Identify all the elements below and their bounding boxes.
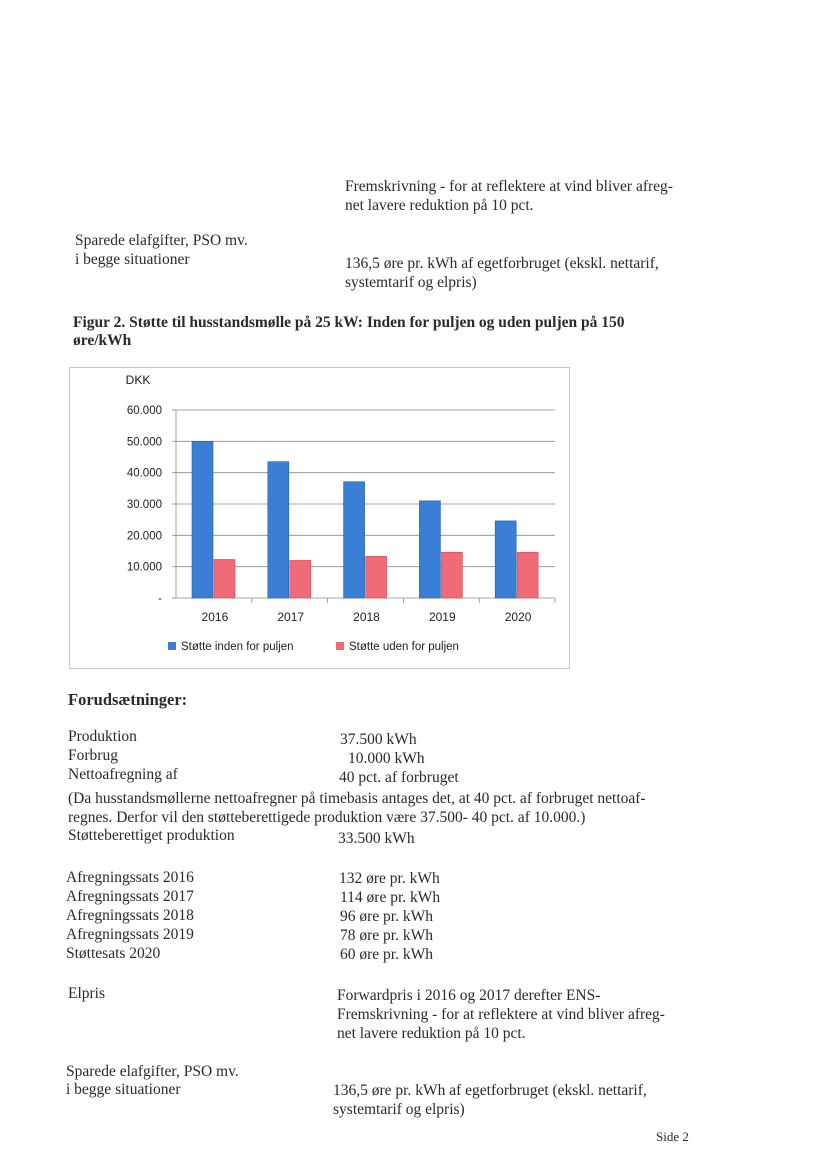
- bar: [517, 552, 538, 598]
- produktion-value: 37.500 kWh: [340, 731, 417, 748]
- sparede-value-line-1: 136,5 øre pr. kWh af egetforbruget (ekskl. nettarif,: [345, 255, 659, 272]
- bar-chart: [70, 368, 569, 668]
- page-number: Side 2: [656, 1129, 689, 1144]
- sats-value: 132 øre pr. kWh: [339, 870, 440, 887]
- sats-label: Afregningssats 2018: [66, 907, 194, 924]
- stotteberettiget-value: 33.500 kWh: [338, 830, 415, 847]
- fremskrivning-line-2: net lavere reduktion på 10 pct.: [345, 197, 534, 214]
- nettoafregning-value: 40 pct. af forbruget: [339, 769, 459, 786]
- sparede-label-line-2: i begge situationer: [75, 251, 190, 268]
- sparede2-value-line-2: systemtarif og elpris): [333, 1101, 465, 1118]
- elpris-value-line-1: Forwardpris i 2016 og 2017 derefter ENS-: [337, 987, 601, 1004]
- nettoafregning-label: Nettoafregning af: [68, 766, 178, 783]
- figure-caption-line-2: øre/kWh: [73, 332, 132, 349]
- y-tick-label: 30.000: [126, 499, 162, 511]
- sparede2-label-line-2: i begge situationer: [66, 1081, 181, 1098]
- sats-value: 78 øre pr. kWh: [340, 927, 433, 944]
- y-tick-label: -: [158, 593, 162, 605]
- produktion-label: Produktion: [68, 728, 137, 745]
- bar: [441, 552, 462, 598]
- bar: [366, 556, 387, 598]
- stotteberettiget-label: Støtteberettiget produktion: [68, 827, 235, 844]
- bar: [268, 462, 289, 598]
- sparede2-label-line-1: Sparede elafgifter, PSO mv.: [66, 1063, 239, 1080]
- sats-label: Afregningssats 2016: [66, 869, 194, 886]
- sats-value: 114 øre pr. kWh: [340, 889, 441, 906]
- forbrug-value: 10.000 kWh: [348, 750, 425, 767]
- sparede-value-line-2: systemtarif og elpris): [345, 274, 477, 291]
- x-tick-label: 2017: [277, 610, 305, 624]
- bar: [192, 441, 213, 598]
- elpris-label: Elpris: [68, 985, 106, 1002]
- bar: [290, 560, 311, 598]
- sats-value: 60 øre pr. kWh: [340, 946, 433, 963]
- elpris-value-line-2: Fremskrivning - for at reflektere at vind bliver afreg-: [337, 1006, 665, 1023]
- x-tick-label: 2018: [353, 610, 380, 624]
- legend-label: Støtte inden for puljen: [181, 641, 294, 653]
- forbrug-label: Forbrug: [68, 747, 118, 764]
- sats-label: Støttesats 2020: [66, 945, 161, 962]
- chart-frame: [69, 367, 570, 669]
- bar: [419, 501, 440, 598]
- bar: [344, 482, 365, 598]
- y-tick-label: 40.000: [126, 467, 162, 480]
- legend-swatch: [336, 642, 344, 650]
- x-tick-label: 2020: [504, 610, 532, 624]
- x-tick-label: 2019: [428, 610, 456, 624]
- sats-label: Afregningssats 2017: [66, 888, 194, 905]
- sats-value: 96 øre pr. kWh: [340, 908, 433, 925]
- note-line-1: (Da husstandsmøllerne nettoafregner på timebasis antages det, at 40 pct. af forbruget nettoaf-: [68, 790, 646, 807]
- legend-swatch: [168, 642, 176, 650]
- fremskrivning-line-1: Fremskrivning - for at reflektere at vind bliver afreg-: [345, 178, 673, 195]
- sparede-label-line-1: Sparede elafgifter, PSO mv.: [75, 232, 248, 249]
- x-tick-label: 2016: [201, 610, 229, 624]
- legend-label: Støtte uden for puljen: [349, 641, 459, 653]
- bar: [495, 521, 516, 598]
- figure-caption-line-1: Figur 2. Støtte til husstandsmølle på 25 kW: Inden for puljen og uden puljen på 150: [73, 314, 625, 331]
- y-tick-label: 10.000: [126, 561, 162, 574]
- note-line-2: regnes. Derfor vil den støtteberettigede produktion være 37.500- 40 pct. af 10.000.): [68, 809, 586, 826]
- sparede2-value-line-1: 136,5 øre pr. kWh af egetforbruget (ekskl. nettarif,: [333, 1082, 647, 1099]
- forudsaetninger-heading: Forudsætninger:: [68, 690, 188, 709]
- sats-label: Afregningssats 2019: [66, 926, 194, 943]
- bar: [214, 559, 235, 598]
- y-axis-label: DKK: [125, 373, 151, 387]
- y-tick-label: 60.000: [126, 405, 162, 417]
- elpris-value-line-3: net lavere reduktion på 10 pct.: [337, 1025, 526, 1042]
- y-tick-label: 50.000: [126, 436, 162, 449]
- y-tick-label: 20.000: [126, 530, 162, 543]
